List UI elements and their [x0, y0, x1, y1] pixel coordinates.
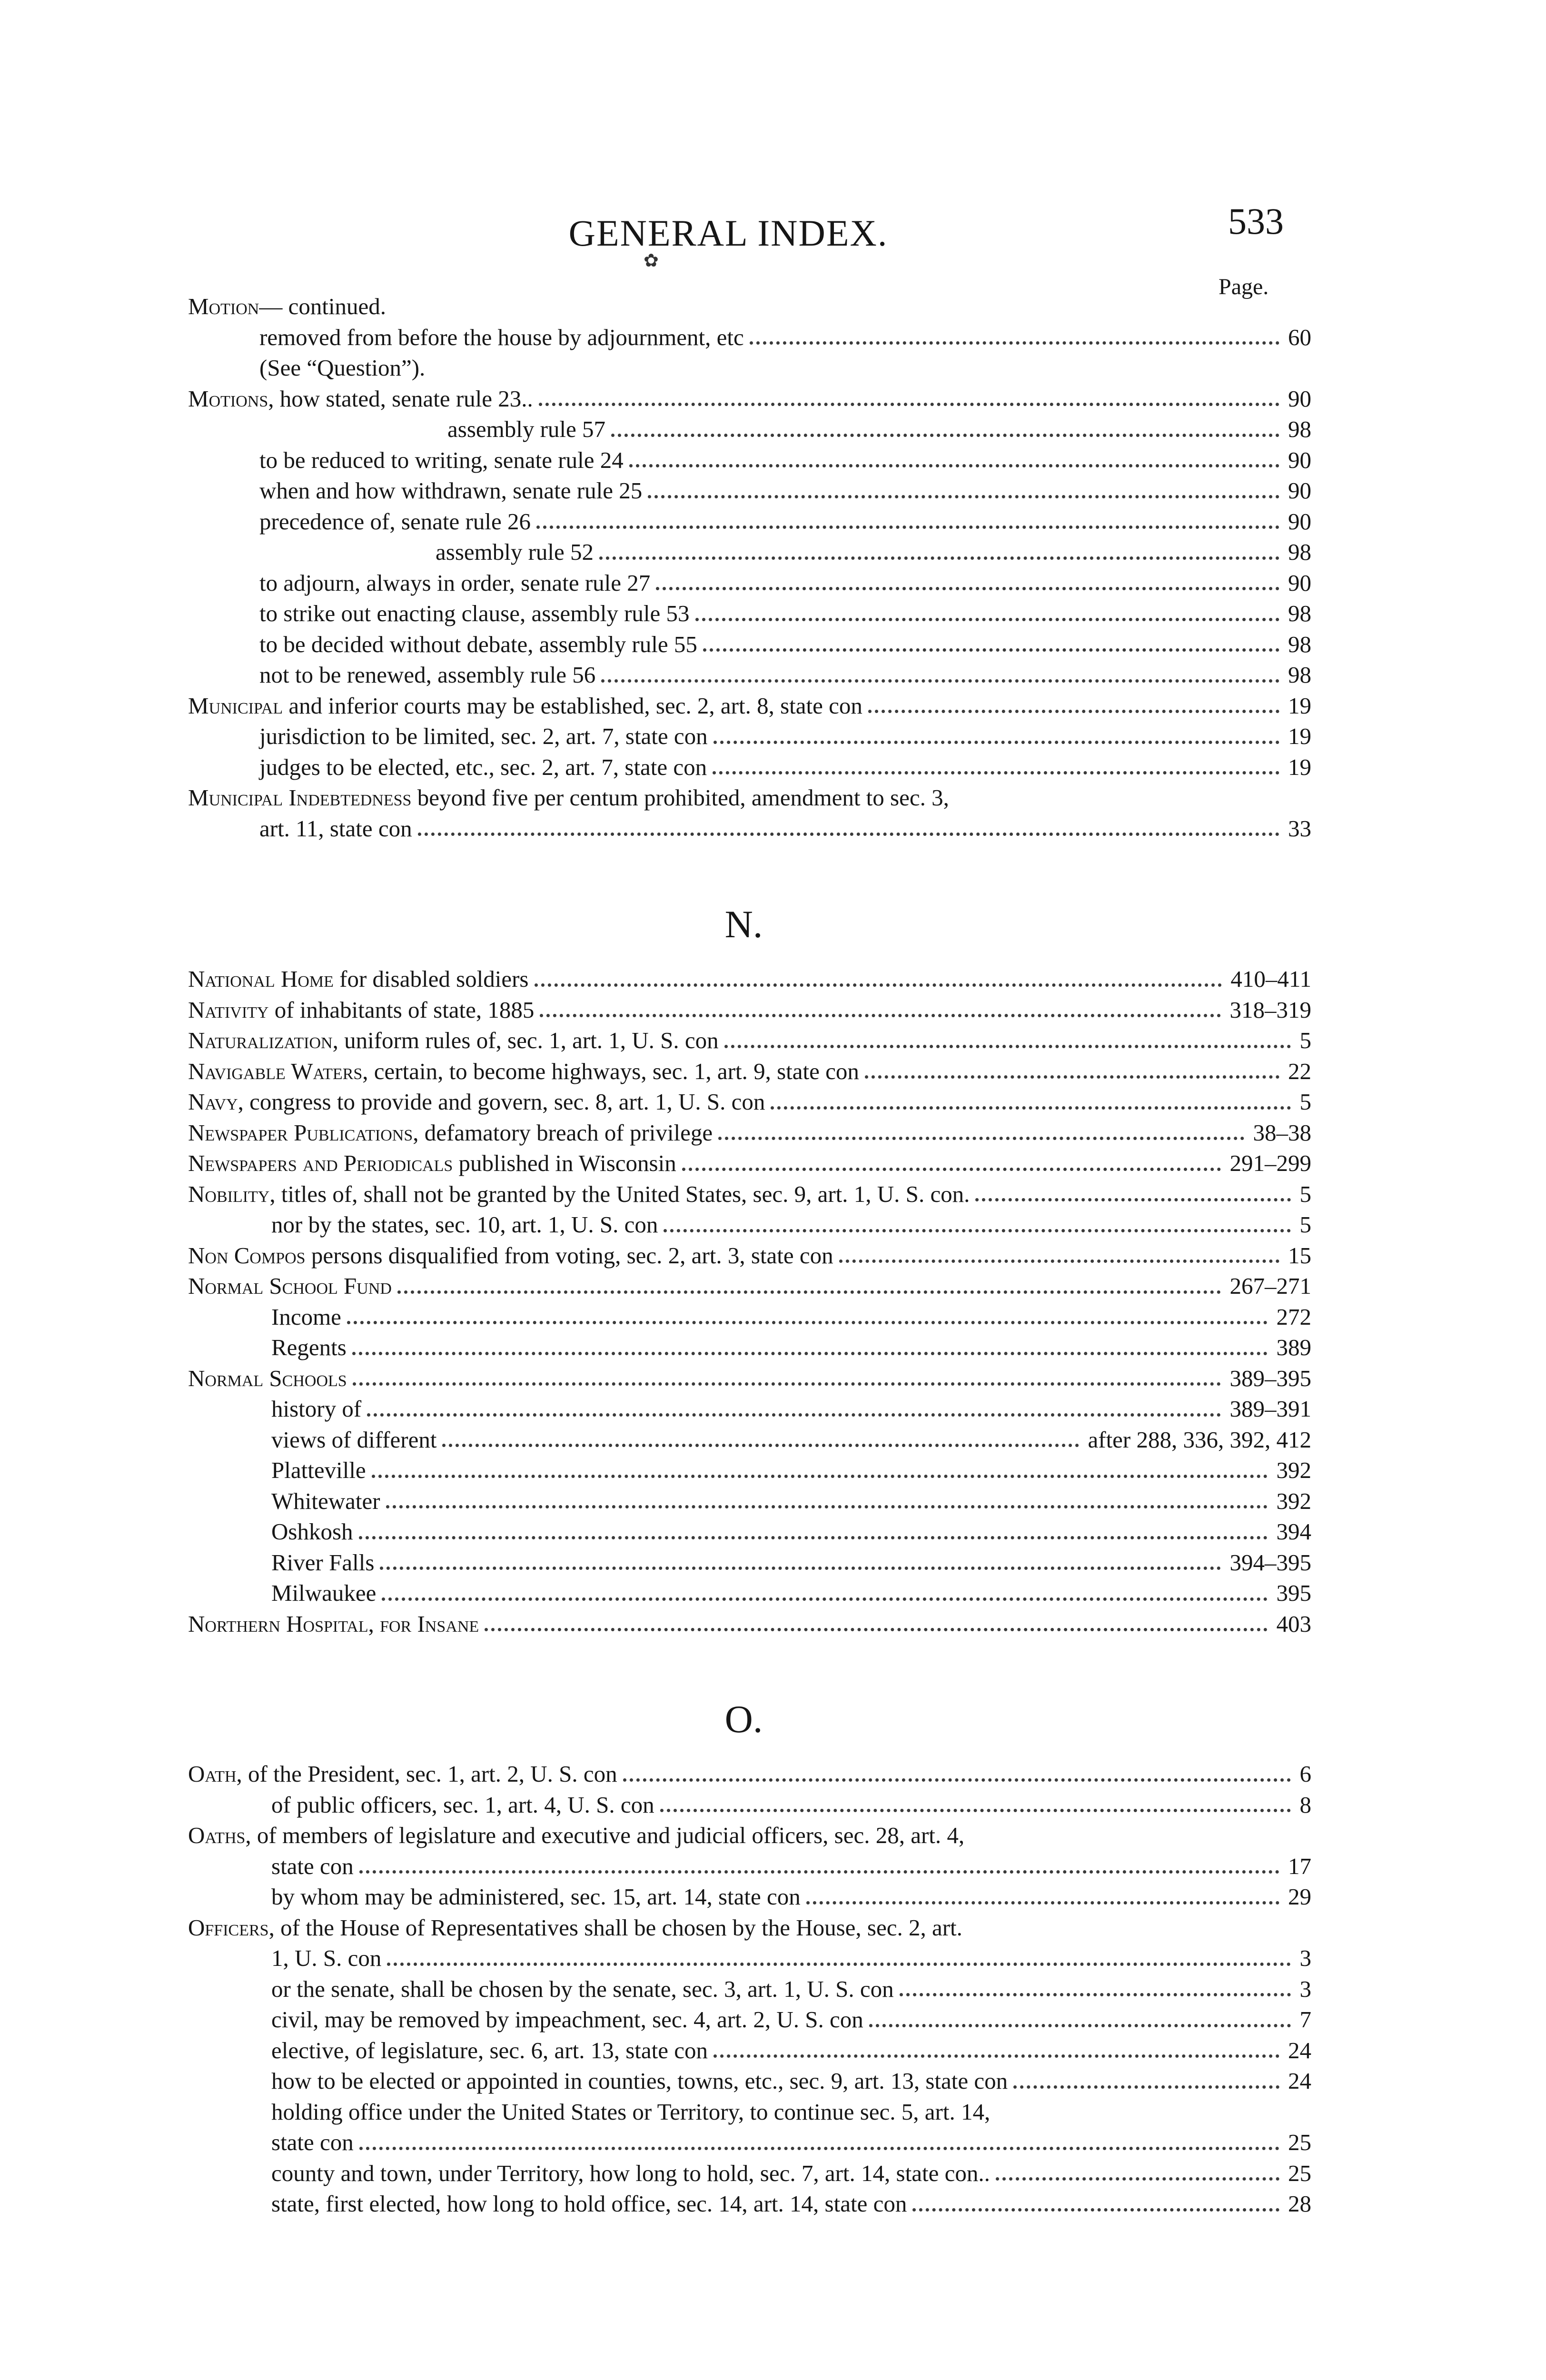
entry-description: (See “Question”).: [259, 355, 426, 381]
entry-description: state con: [271, 1853, 354, 1879]
index-entry: [188, 322, 1311, 353]
section-letter-o: O.: [724, 1697, 763, 1741]
entry-page-ref: 98: [1283, 537, 1311, 568]
entry-description: jurisdiction to be limited, sec. 2, art. 7, state con: [259, 723, 708, 749]
entry-heading: Nativity: [188, 996, 269, 1023]
dot-leader: [975, 1171, 1291, 1202]
entry-text: [188, 1790, 654, 1821]
entry-text: [188, 1547, 374, 1578]
entry-description: history of: [271, 1396, 362, 1422]
entry-heading: Motions: [188, 385, 268, 412]
dot-leader: [418, 805, 1279, 836]
entry-text: [188, 1578, 376, 1609]
entry-description: elective, of legislature, sec. 6, art. 13, state con: [271, 2037, 708, 2063]
entry-text: [188, 445, 624, 476]
entry-description: precedence of, senate rule 26: [259, 508, 531, 535]
entry-description: assembly rule 52: [436, 539, 594, 565]
dot-leader: [353, 1355, 1221, 1386]
entry-description: , uniform rules of, sec. 1, art. 1, U. S. con: [332, 1027, 719, 1053]
entry-description: beyond five per centum prohibited, amendment to sec. 3,: [411, 784, 949, 811]
dot-leader: [806, 1874, 1279, 1904]
entry-page-ref: 8: [1295, 1790, 1312, 1821]
dot-leader: [912, 2181, 1279, 2211]
entry-description: civil, may be removed by impeachment, sec. 4, art. 2, U. S. con: [271, 2006, 863, 2033]
index-entry: [188, 752, 1311, 783]
dot-leader: [869, 1996, 1291, 2027]
entry-heading: Oaths: [188, 1822, 246, 1848]
entry-description: Platteville: [271, 1457, 366, 1483]
index-entry: [188, 2189, 1311, 2220]
entry-page-ref: 25: [1283, 2127, 1311, 2158]
entry-description: art. 11, state con: [259, 815, 412, 842]
dot-leader: [601, 652, 1279, 683]
entry-description: for disabled soldiers: [333, 966, 529, 992]
dot-leader: [664, 1201, 1291, 1232]
dot-leader: [611, 406, 1279, 437]
entry-description: state, first elected, how long to hold office, sec. 14, art. 14, state con: [271, 2191, 907, 2217]
entry-page-ref: 90: [1283, 476, 1311, 506]
entry-page-ref: 29: [1283, 1882, 1311, 1913]
entry-page-ref: 90: [1283, 568, 1311, 599]
entry-heading: Nobility: [188, 1180, 270, 1207]
entry-description: , of members of legislature and executive and judicial officers, sec. 28, art. 4,: [245, 1822, 965, 1848]
index-entry: [188, 813, 1311, 844]
entry-page-ref: 17: [1283, 1851, 1311, 1882]
dot-leader: [839, 1232, 1279, 1263]
entry-page-ref: 272: [1272, 1302, 1312, 1333]
dot-leader: [750, 314, 1279, 345]
entry-description: — continued.: [259, 293, 386, 319]
entry-page-ref: 22: [1283, 1056, 1311, 1087]
entry-description: of public officers, sec. 1, art. 4, U. S. con: [271, 1791, 654, 1818]
entry-page-ref: 98: [1283, 629, 1311, 660]
page-column-heading: Page.: [1219, 274, 1269, 299]
entry-description: by whom may be administered, sec. 15, art. 14, state con: [271, 1884, 801, 1910]
dot-leader: [387, 1935, 1291, 1966]
index-entry: [188, 1882, 1311, 1913]
dot-leader: [359, 1508, 1268, 1539]
entry-page-ref: 5: [1295, 1087, 1312, 1118]
entry-text: [188, 322, 744, 353]
entry-text: [188, 1455, 366, 1486]
entry-text: [188, 353, 425, 384]
entry-description: River Falls: [271, 1549, 375, 1576]
entry-text: [188, 1517, 353, 1547]
entry-heading: Normal School Fund: [188, 1273, 392, 1299]
entry-description: views of different: [271, 1426, 437, 1453]
entry-description: county and town, under Territory, how long to hold, sec. 7, art. 14, state con..: [271, 2160, 990, 2186]
entry-text: [188, 1118, 713, 1149]
entry-page-ref: 3: [1295, 1974, 1312, 2005]
dot-leader: [359, 1843, 1279, 1874]
entry-text: [188, 1609, 479, 1640]
entry-description: to strike out enacting clause, assembly rule 53: [259, 600, 690, 626]
entry-heading: National Home: [188, 966, 334, 992]
dot-leader: [713, 744, 1279, 775]
entry-description: nor by the states, sec. 10, art. 1, U. S. con: [271, 1211, 658, 1238]
entry-page-ref: 24: [1283, 2066, 1311, 2097]
dot-leader: [623, 1751, 1291, 1782]
entry-text: [188, 1394, 361, 1425]
dot-leader: [535, 956, 1222, 987]
entry-page-ref: 5: [1295, 1179, 1312, 1210]
entry-text: [188, 2035, 708, 2066]
entry-heading: Northern Hospital, for Insane: [188, 1610, 479, 1637]
entry-page-ref: 410–411: [1226, 964, 1311, 995]
entry-heading: Newspaper Publications: [188, 1119, 413, 1146]
entry-heading: Navigable Waters: [188, 1058, 363, 1084]
entry-page-ref: 318–319: [1225, 995, 1312, 1026]
index-entry: [188, 1790, 1311, 1821]
dot-leader: [868, 683, 1279, 714]
entry-text: [188, 2158, 990, 2189]
entry-page-ref: 90: [1283, 445, 1311, 476]
dot-leader: [865, 1048, 1279, 1079]
entry-description: removed from before the house by adjournment, etc: [259, 324, 744, 350]
entry-text: [188, 568, 650, 599]
dot-leader: [648, 467, 1279, 498]
entry-description: Income: [271, 1303, 341, 1330]
entry-description: published in Wisconsin: [453, 1150, 676, 1176]
dot-leader: [629, 437, 1279, 468]
entry-text: [188, 1882, 801, 1913]
entry-page-ref: 403: [1272, 1609, 1312, 1640]
dot-leader: [900, 1966, 1291, 1997]
entry-page-ref: 389–391: [1225, 1394, 1312, 1425]
ornament-icon: ✿: [644, 251, 659, 271]
entry-description: , of the President, sec. 1, art. 2, U. S. con: [236, 1761, 617, 1787]
entry-text: [188, 1025, 719, 1056]
entry-description: Milwaukee: [271, 1580, 377, 1606]
entry-page-ref: 19: [1283, 691, 1311, 722]
entry-text: [188, 537, 594, 568]
entry-text: [188, 2066, 1008, 2097]
dot-leader: [380, 1539, 1221, 1570]
dot-leader: [386, 1478, 1268, 1509]
entry-heading: Motion: [188, 293, 259, 319]
dot-leader: [352, 1324, 1268, 1355]
entry-page-ref: 38–38: [1249, 1118, 1312, 1149]
dot-leader: [536, 498, 1279, 529]
entry-description: to be reduced to writing, senate rule 24: [259, 446, 624, 473]
entry-page-ref: 90: [1283, 384, 1311, 415]
dot-leader: [771, 1079, 1291, 1110]
entry-description: , certain, to become highways, sec. 1, art. 9, state con: [362, 1058, 859, 1084]
entry-text: [188, 660, 595, 691]
entry-page-ref: 291–299: [1225, 1148, 1312, 1179]
entry-description: Regents: [271, 1334, 347, 1360]
dot-leader: [718, 1110, 1244, 1140]
entry-text: [188, 1087, 765, 1118]
entry-text: [188, 1363, 347, 1394]
entry-page-ref: 25: [1283, 2158, 1311, 2189]
entry-heading: Officers: [188, 1914, 269, 1941]
entry-description: , titles of, shall not be granted by the United States, sec. 9, art. 1, U. S. con.: [269, 1180, 970, 1207]
index-entry: [188, 2066, 1311, 2097]
entry-page-ref: 5: [1295, 1210, 1312, 1240]
entry-text: [188, 291, 386, 322]
entry-text: [188, 1148, 676, 1179]
entry-page-ref: 15: [1283, 1240, 1311, 1271]
entry-text: [188, 721, 708, 752]
entry-text: [188, 2189, 907, 2220]
dot-leader: [1013, 2058, 1279, 2089]
entry-page-ref: 19: [1283, 752, 1311, 783]
entry-heading: Newspapers and Periodicals: [188, 1150, 453, 1176]
entry-text: [188, 414, 605, 445]
entry-page-ref: 392: [1272, 1486, 1312, 1517]
section-letter-n: N.: [724, 902, 763, 946]
entry-description: not to be renewed, assembly rule 56: [259, 662, 596, 688]
entry-page-ref: 267–271: [1225, 1271, 1312, 1302]
page-title: GENERAL INDEX.: [568, 212, 888, 254]
entry-description: to be decided without debate, assembly rule 55: [259, 631, 697, 657]
entry-page-ref: 392: [1272, 1455, 1312, 1486]
dot-leader: [382, 1570, 1268, 1601]
entry-description: 1, U. S. con: [271, 1945, 382, 1971]
dot-leader: [656, 560, 1279, 591]
entry-heading: Municipal: [188, 692, 283, 719]
entry-heading: Normal Schools: [188, 1365, 347, 1391]
entry-description: when and how withdrawn, senate rule 25: [259, 477, 643, 504]
dot-leader: [540, 987, 1221, 1018]
entry-description: persons disqualified from voting, sec. 2, art. 3, state con: [305, 1242, 833, 1269]
entry-text: [188, 1210, 658, 1240]
entry-text: [188, 813, 412, 844]
dot-leader: [347, 1294, 1268, 1325]
entry-page-ref: 389: [1272, 1332, 1312, 1363]
dot-leader: [703, 621, 1279, 652]
entry-page-ref: 394–395: [1225, 1547, 1312, 1578]
dot-leader: [714, 713, 1279, 744]
entry-description: how to be elected or appointed in counties, towns, etc., sec. 9, art. 13, state con: [271, 2068, 1008, 2094]
entry-heading: Naturalization: [188, 1027, 333, 1053]
entry-page-ref: 3: [1295, 1943, 1312, 1974]
entry-heading: Oath: [188, 1761, 237, 1787]
entry-page-ref: 6: [1295, 1759, 1312, 1790]
entry-page-ref: 98: [1283, 414, 1311, 445]
entry-text: [188, 1974, 894, 2005]
entry-page-ref: 19: [1283, 721, 1311, 752]
dot-leader: [397, 1263, 1221, 1294]
entry-page-ref: 395: [1272, 1578, 1312, 1609]
entry-text: [188, 1056, 859, 1087]
entry-page-ref: 90: [1283, 506, 1311, 537]
entry-description: of inhabitants of state, 1885: [268, 996, 535, 1023]
page-number: 533: [1228, 200, 1284, 242]
entry-page-ref: 7: [1295, 2004, 1312, 2035]
entry-page-ref: 98: [1283, 660, 1311, 691]
entry-description: assembly rule 57: [447, 416, 606, 442]
entry-page-ref: 389–395: [1225, 1363, 1312, 1394]
entry-page-ref: after 288, 336, 392, 412: [1083, 1425, 1312, 1456]
section-o-entries: [188, 1759, 1311, 2220]
entry-text: [188, 1302, 341, 1333]
dot-leader: [695, 590, 1279, 621]
entry-heading: Non Compos: [188, 1242, 306, 1269]
dot-leader: [599, 529, 1279, 560]
entry-description: and inferior courts may be established, sec. 2, art. 8, state con: [283, 692, 862, 719]
entry-description: holding office under the United States or Territory, to continue sec. 5, art. 14,: [271, 2098, 991, 2125]
entry-description: Whitewater: [271, 1488, 380, 1514]
entry-description: or the senate, shall be chosen by the senate, sec. 3, art. 1, U. S. con: [271, 1975, 894, 2002]
dot-leader: [485, 1601, 1268, 1632]
entry-page-ref: 98: [1283, 598, 1311, 629]
dot-leader: [714, 2027, 1279, 2058]
entry-text: [188, 752, 707, 783]
dot-leader: [359, 2119, 1279, 2150]
entry-text: [188, 995, 534, 1026]
entry-description: judges to be elected, etc., sec. 2, art. 7, state con: [259, 754, 707, 780]
entry-page-ref: 33: [1283, 813, 1311, 844]
dot-leader: [682, 1140, 1221, 1171]
entry-text: [188, 506, 531, 537]
entry-heading: Municipal Indebtedness: [188, 784, 412, 811]
entry-text: [188, 1759, 617, 1790]
dot-leader: [660, 1782, 1291, 1813]
entry-description: , congress to provide and govern, sec. 8, art. 1, U. S. con: [238, 1089, 765, 1115]
entry-text: [188, 1943, 381, 1974]
entry-page-ref: 394: [1272, 1517, 1312, 1547]
entry-text: [188, 384, 533, 415]
entry-description: , defamatory breach of privilege: [413, 1119, 713, 1146]
entry-description: , how stated, senate rule 23..: [268, 385, 533, 412]
dot-leader: [996, 2150, 1279, 2181]
entry-text: [188, 1486, 380, 1517]
entry-heading: Navy: [188, 1089, 238, 1115]
entry-page-ref: 28: [1283, 2189, 1311, 2220]
dot-leader: [724, 1017, 1291, 1048]
dot-leader: [442, 1417, 1079, 1448]
entry-description: , of the House of Representatives shall be chosen by the House, sec. 2, art.: [268, 1914, 962, 1941]
dot-leader: [372, 1447, 1268, 1478]
entry-page-ref: 60: [1283, 322, 1311, 353]
entry-text: [188, 598, 690, 629]
section-n-entries: [188, 964, 1311, 1639]
dot-leader: [539, 376, 1279, 407]
dot-leader: [367, 1386, 1221, 1417]
entry-text: [188, 964, 529, 995]
section-m-entries: [188, 291, 1311, 844]
entry-description: Oshkosh: [271, 1518, 353, 1545]
entry-description: state con: [271, 2129, 354, 2155]
entry-text: [188, 1851, 354, 1882]
entry-description: to adjourn, always in order, senate rule 27: [259, 569, 651, 596]
entry-page-ref: 5: [1295, 1025, 1312, 1056]
entry-text: [188, 1332, 347, 1363]
index-entry: [188, 1609, 1311, 1640]
entry-page-ref: 24: [1283, 2035, 1311, 2066]
entry-text: [188, 2127, 354, 2158]
